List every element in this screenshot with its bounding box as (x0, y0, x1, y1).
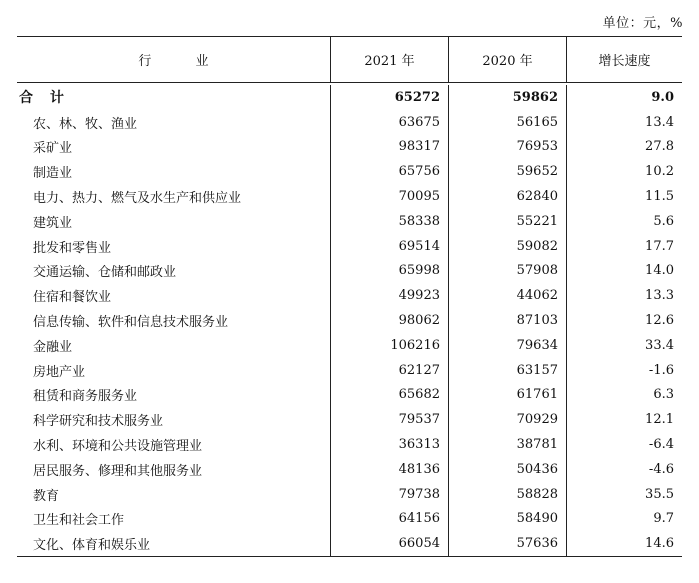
growth-rate: 10.2 (566, 159, 682, 184)
growth-rate: 6.3 (566, 383, 682, 408)
header-industry: 行 业 (138, 54, 229, 69)
table-row (17, 159, 682, 184)
table-row (17, 283, 682, 308)
value-2021: 69514 (330, 234, 448, 259)
value-2020: 44062 (448, 283, 566, 308)
value-2020: 55221 (448, 209, 566, 234)
industry-name: 居民服务、修理和其他服务业 (33, 463, 203, 479)
growth-rate: -4.6 (566, 457, 682, 482)
industry-name: 农、林、牧、渔业 (33, 116, 138, 132)
table-row (17, 407, 682, 432)
growth-rate: 12.6 (566, 308, 682, 333)
value-2020: 57636 (448, 531, 566, 556)
industry-name: 科学研究和技术服务业 (33, 414, 164, 430)
growth-rate: -1.6 (566, 358, 682, 383)
value-2021: 65998 (330, 259, 448, 284)
table-row (17, 333, 682, 358)
value-2021: 98317 (330, 135, 448, 160)
header-2021: 2021 年 (330, 37, 448, 82)
value-2020: 57908 (448, 259, 566, 284)
industry-name: 采矿业 (33, 141, 73, 157)
table-row (17, 457, 682, 482)
value-2020: 63157 (448, 358, 566, 383)
industry-name: 租赁和商务服务业 (33, 389, 138, 405)
value-2021: 63675 (330, 110, 448, 135)
value-2020: 50436 (448, 457, 566, 482)
total-label: 合 计 (19, 90, 70, 107)
table-row (17, 110, 682, 135)
growth-rate: 5.6 (566, 209, 682, 234)
industry-name: 交通运输、仓储和邮政业 (33, 265, 177, 281)
growth-rate: 13.4 (566, 110, 682, 135)
growth-rate: 12.1 (566, 407, 682, 432)
industry-name: 文化、体育和娱乐业 (33, 538, 151, 554)
industry-name: 水利、环境和公共设施管理业 (33, 439, 203, 455)
table-row (17, 531, 682, 556)
value-2020: 59652 (448, 159, 566, 184)
industry-name: 批发和零售业 (33, 240, 112, 256)
value-2021: 49923 (330, 283, 448, 308)
value-2021: 48136 (330, 457, 448, 482)
table-row (17, 507, 682, 532)
industry-name: 教育 (33, 488, 60, 504)
value-2020: 61761 (448, 383, 566, 408)
total-growth: 9.0 (566, 85, 682, 110)
growth-rate: 35.5 (566, 482, 682, 507)
table-row (17, 308, 682, 333)
table-row (17, 259, 682, 284)
table-row (17, 482, 682, 507)
industry-name: 信息传输、软件和信息技术服务业 (33, 315, 229, 331)
table-row (17, 184, 682, 209)
value-2020: 38781 (448, 432, 566, 457)
table-row (17, 358, 682, 383)
industry-name: 电力、热力、燃气及水生产和供应业 (33, 191, 242, 207)
total-row (17, 83, 682, 110)
value-2021: 65682 (330, 383, 448, 408)
value-2021: 70095 (330, 184, 448, 209)
growth-rate: 14.6 (566, 531, 682, 556)
industry-name: 金融业 (33, 339, 73, 355)
growth-rate: 33.4 (566, 333, 682, 358)
value-2020: 58490 (448, 507, 566, 532)
industry-name: 建筑业 (33, 215, 73, 231)
value-2020: 58828 (448, 482, 566, 507)
table-row (17, 135, 682, 160)
unit-note: 单位：元，% (602, 16, 683, 31)
growth-rate: 13.3 (566, 283, 682, 308)
header-growth: 增长速度 (566, 37, 682, 82)
table-row (17, 234, 682, 259)
value-2021: 64156 (330, 507, 448, 532)
growth-rate: -6.4 (566, 432, 682, 457)
value-2021: 79738 (330, 482, 448, 507)
value-2020: 62840 (448, 184, 566, 209)
growth-rate: 14.0 (566, 259, 682, 284)
value-2021: 62127 (330, 358, 448, 383)
value-2020: 79634 (448, 333, 566, 358)
value-2020: 87103 (448, 308, 566, 333)
value-2021: 66054 (330, 531, 448, 556)
growth-rate: 27.8 (566, 135, 682, 160)
industry-name: 房地产业 (33, 364, 86, 380)
value-2020: 76953 (448, 135, 566, 160)
table-row (17, 432, 682, 457)
growth-rate: 17.7 (566, 234, 682, 259)
value-2020: 59082 (448, 234, 566, 259)
header-2020: 2020 年 (448, 37, 566, 82)
table-row (17, 209, 682, 234)
value-2021: 98062 (330, 308, 448, 333)
growth-rate: 11.5 (566, 184, 682, 209)
value-2021: 106216 (330, 333, 448, 358)
value-2021: 79537 (330, 407, 448, 432)
value-2020: 70929 (448, 407, 566, 432)
growth-rate: 9.7 (566, 507, 682, 532)
industry-name: 卫生和社会工作 (33, 513, 125, 529)
industry-name: 制造业 (33, 166, 73, 182)
table-row (17, 383, 682, 408)
table-header-row (17, 37, 682, 83)
value-2020: 56165 (448, 110, 566, 135)
total-2021: 65272 (330, 85, 448, 110)
value-2021: 58338 (330, 209, 448, 234)
wage-table (17, 36, 682, 557)
industry-rows (17, 110, 682, 556)
industry-name: 住宿和餐饮业 (33, 290, 112, 306)
total-2020: 59862 (448, 85, 566, 110)
value-2021: 65756 (330, 159, 448, 184)
value-2021: 36313 (330, 432, 448, 457)
